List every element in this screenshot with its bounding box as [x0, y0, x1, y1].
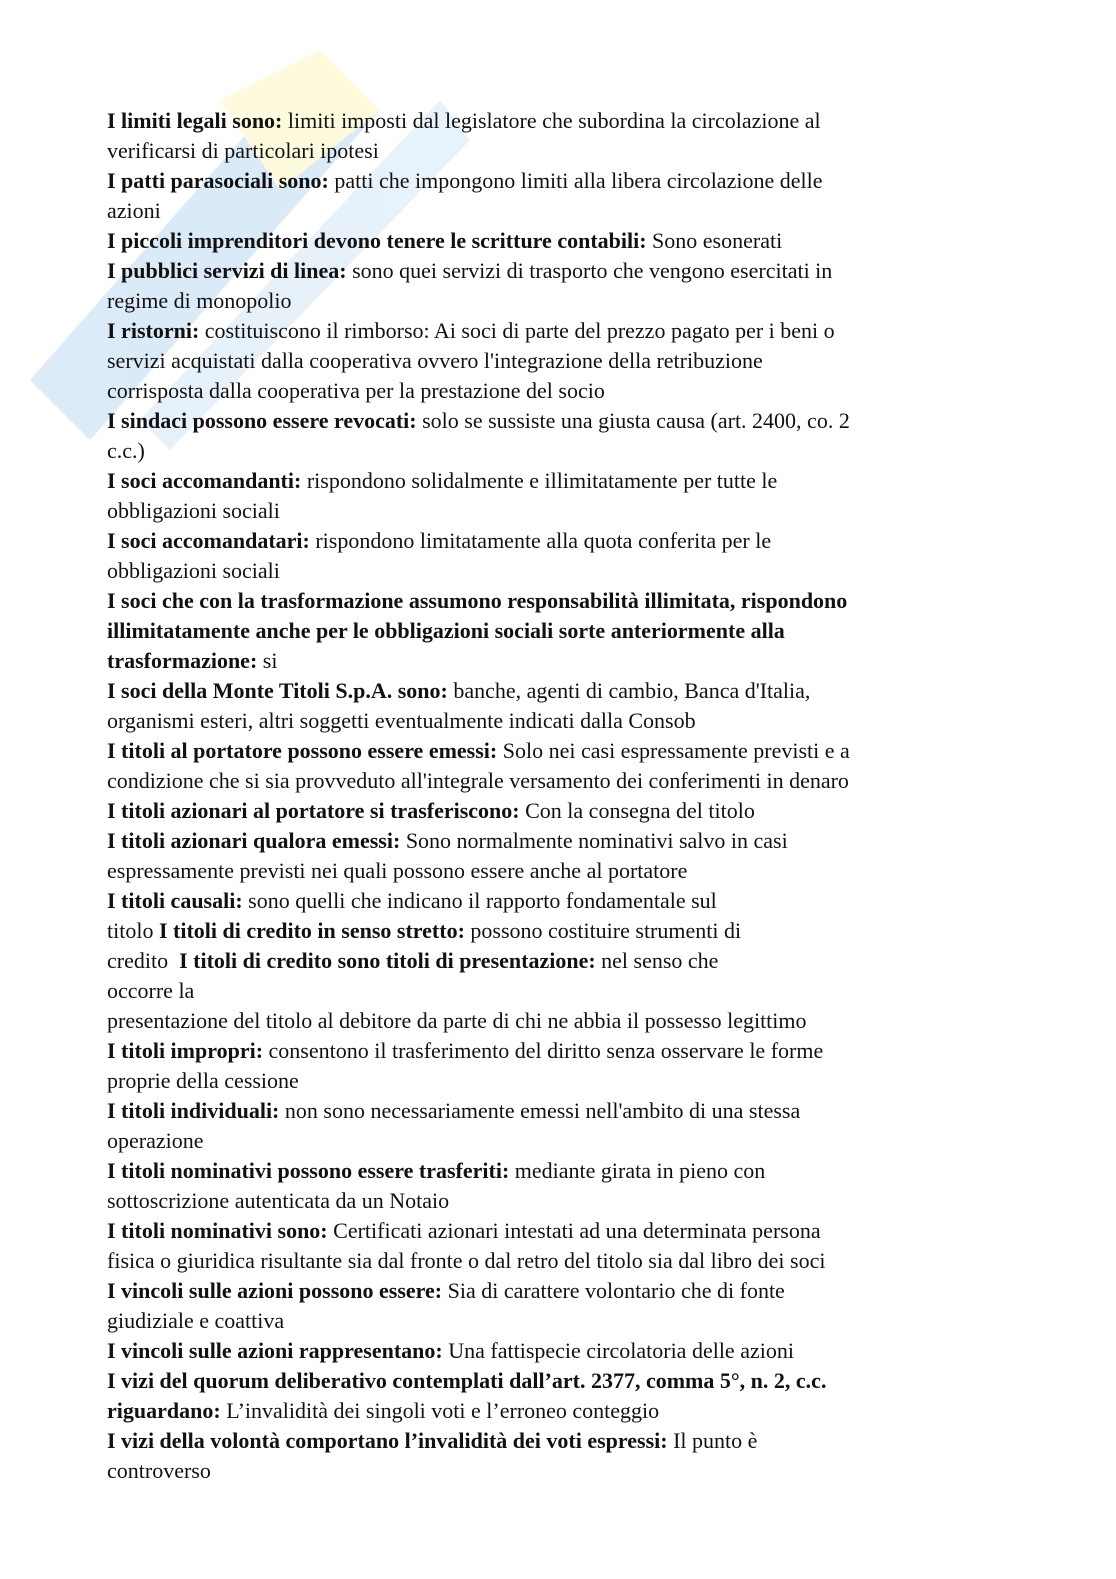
text-line [107, 796, 850, 826]
text-line [107, 1336, 850, 1366]
definition-text: solo se sussiste una giusta causa (art. 2400, co. 2 [416, 408, 850, 433]
definition-text: giudiziale e coattiva [107, 1308, 285, 1333]
text-line [107, 1096, 850, 1126]
definition-text: mediante girata in pieno con [509, 1158, 766, 1183]
definition-text: limiti imposti dal legislatore che subordina la circolazione al [282, 108, 821, 133]
definition-text: possono costituire strumenti di [464, 918, 742, 943]
definition-text: Il punto è [667, 1428, 758, 1453]
definition-text: rispondono limitatamente alla quota conferita per le [309, 528, 772, 553]
text-line [107, 1456, 850, 1486]
definition-text: controverso [107, 1458, 211, 1483]
definition-text: proprie della cessione [107, 1068, 299, 1093]
text-line [107, 826, 850, 856]
text-line [107, 646, 850, 676]
definition-term: I pubblici servizi di linea: [107, 258, 347, 283]
definition-text: c.c.) [107, 438, 145, 463]
definition-term: I titoli azionari qualora emessi: [107, 828, 401, 853]
definition-term: illimitatamente anche per le obbligazioni sociali sorte anteriormente alla [107, 618, 785, 643]
text-line [107, 946, 850, 976]
definition-term: trasformazione: [107, 648, 258, 673]
text-line [107, 1216, 850, 1246]
definition-term: I titoli causali: [107, 888, 243, 913]
definition-text: presentazione del titolo al debitore da parte di chi ne abbia il possesso legittimo [107, 1008, 807, 1033]
definition-term: I vincoli sulle azioni rappresentano: [107, 1338, 443, 1363]
text-line [107, 136, 850, 166]
definition-text: Sia di carattere volontario che di fonte [442, 1278, 785, 1303]
definition-text: sottoscrizione autenticata da un Notaio [107, 1188, 450, 1213]
text-line [107, 1156, 850, 1186]
text-line [107, 886, 850, 916]
definition-text: condizione che si sia provveduto all'integrale versamento dei conferimenti in denaro [107, 768, 849, 793]
text-line [107, 106, 850, 136]
definition-text: Una fattispecie circolatoria delle azioni [442, 1338, 794, 1363]
definition-text: occorre la [107, 978, 195, 1003]
definition-text: si [257, 648, 278, 673]
text-line [107, 766, 850, 796]
definition-text: Sono normalmente nominativi salvo in casi [400, 828, 788, 853]
text-line [107, 976, 850, 1006]
definition-text: credito [107, 948, 180, 973]
text-line [107, 496, 850, 526]
definition-text: L’invalidità dei singoli voti e l’erroneo conteggio [220, 1398, 660, 1423]
text-line [107, 256, 850, 286]
definition-text: corrisposta dalla cooperativa per la prestazione del socio [107, 378, 605, 403]
text-line [107, 556, 850, 586]
text-line [107, 1276, 850, 1306]
definition-term: I piccoli imprenditori devono tenere le scritture contabili: [107, 228, 647, 253]
text-line [107, 406, 850, 436]
text-line [107, 526, 850, 556]
definition-term: I limiti legali sono: [107, 108, 283, 133]
definition-term: I titoli nominativi possono essere trasferiti: [107, 1158, 510, 1183]
definition-term: riguardano: [107, 1398, 221, 1423]
definition-term: I titoli al portatore possono essere emessi: [107, 738, 498, 763]
definition-text: rispondono solidalmente e illimitatamente per tutte le [301, 468, 778, 493]
definition-text: servizi acquistati dalla cooperativa ovvero l'integrazione della retribuzione [107, 348, 763, 373]
text-line [107, 616, 850, 646]
definition-term: I soci accomandanti: [107, 468, 302, 493]
definition-text: verificarsi di particolari ipotesi [107, 138, 379, 163]
text-line [107, 1396, 850, 1426]
text-line [107, 436, 850, 466]
text-line [107, 466, 850, 496]
definition-term: I soci che con la trasformazione assumono responsabilità illimitata, rispondono [107, 588, 848, 613]
text-line [107, 1036, 850, 1066]
text-line [107, 916, 850, 946]
definition-text: costituiscono il rimborso: Ai soci di parte del prezzo pagato per i beni o [199, 318, 835, 343]
text-line [107, 1126, 850, 1156]
document-body [107, 106, 850, 1486]
definition-term: I soci della Monte Titoli S.p.A. sono: [107, 678, 448, 703]
definition-text: non sono necessariamente emessi nell'ambito di una stessa [279, 1098, 801, 1123]
definition-text: espressamente previsti nei quali possono essere anche al portatore [107, 858, 688, 883]
definition-term: I vizi del quorum deliberativo contemplati dall’art. 2377, comma 5°, n. 2, c.c. [107, 1368, 827, 1393]
definition-text: titolo [107, 918, 159, 943]
text-line [107, 1426, 850, 1456]
text-line [107, 346, 850, 376]
definition-text: banche, agenti di cambio, Banca d'Italia, [447, 678, 811, 703]
text-line [107, 1186, 850, 1216]
text-line [107, 316, 850, 346]
text-line [107, 226, 850, 256]
definition-term: I titoli impropri: [107, 1038, 264, 1063]
text-line [107, 736, 850, 766]
text-line [107, 196, 850, 226]
definition-term: I vizi della volontà comportano l’invalidità dei voti espressi: [107, 1428, 668, 1453]
text-line [107, 586, 850, 616]
definition-text: sono quei servizi di trasporto che vengono esercitati in [346, 258, 833, 283]
text-line [107, 676, 850, 706]
definition-text: consentono il trasferimento del diritto senza osservare le forme [263, 1038, 824, 1063]
definition-text: nel senso che [595, 948, 719, 973]
definition-text: Sono esonerati [646, 228, 783, 253]
definition-term: I ristorni: [107, 318, 200, 343]
definition-text: organismi esteri, altri soggetti eventualmente indicati dalla Consob [107, 708, 696, 733]
definition-term: I titoli azionari al portatore si trasferiscono: [107, 798, 520, 823]
text-line [107, 1366, 850, 1396]
text-line [107, 1006, 850, 1036]
definition-term: I soci accomandatari: [107, 528, 310, 553]
definition-term: I vincoli sulle azioni possono essere: [107, 1278, 443, 1303]
definition-text: azioni [107, 198, 161, 223]
definition-text: obbligazioni sociali [107, 558, 280, 583]
text-line [107, 1246, 850, 1276]
text-line [107, 856, 850, 886]
text-line [107, 1066, 850, 1096]
definition-text: obbligazioni sociali [107, 498, 280, 523]
text-line [107, 376, 850, 406]
definition-term: I titoli individuali: [107, 1098, 280, 1123]
text-line [107, 286, 850, 316]
definition-text: sono quelli che indicano il rapporto fondamentale sul [242, 888, 717, 913]
definition-text: operazione [107, 1128, 204, 1153]
definition-term: I titoli nominativi sono: [107, 1218, 328, 1243]
definition-text: fisica o giuridica risultante sia dal fronte o dal retro del titolo sia dal libro dei soci [107, 1248, 826, 1273]
text-line [107, 166, 850, 196]
definition-text: patti che impongono limiti alla libera circolazione delle [328, 168, 823, 193]
definition-term: I titoli di credito in senso stretto: [158, 918, 465, 943]
definition-text: regime di monopolio [107, 288, 292, 313]
definition-text: Solo nei casi espressamente previsti e a [497, 738, 850, 763]
text-line [107, 706, 850, 736]
definition-term: I patti parasociali sono: [107, 168, 329, 193]
definition-text: Certificati azionari intestati ad una determinata persona [327, 1218, 821, 1243]
text-line [107, 1306, 850, 1336]
definition-text: Con la consegna del titolo [519, 798, 755, 823]
definition-term: I sindaci possono essere revocati: [107, 408, 417, 433]
definition-term: I titoli di credito sono titoli di presentazione: [179, 948, 596, 973]
